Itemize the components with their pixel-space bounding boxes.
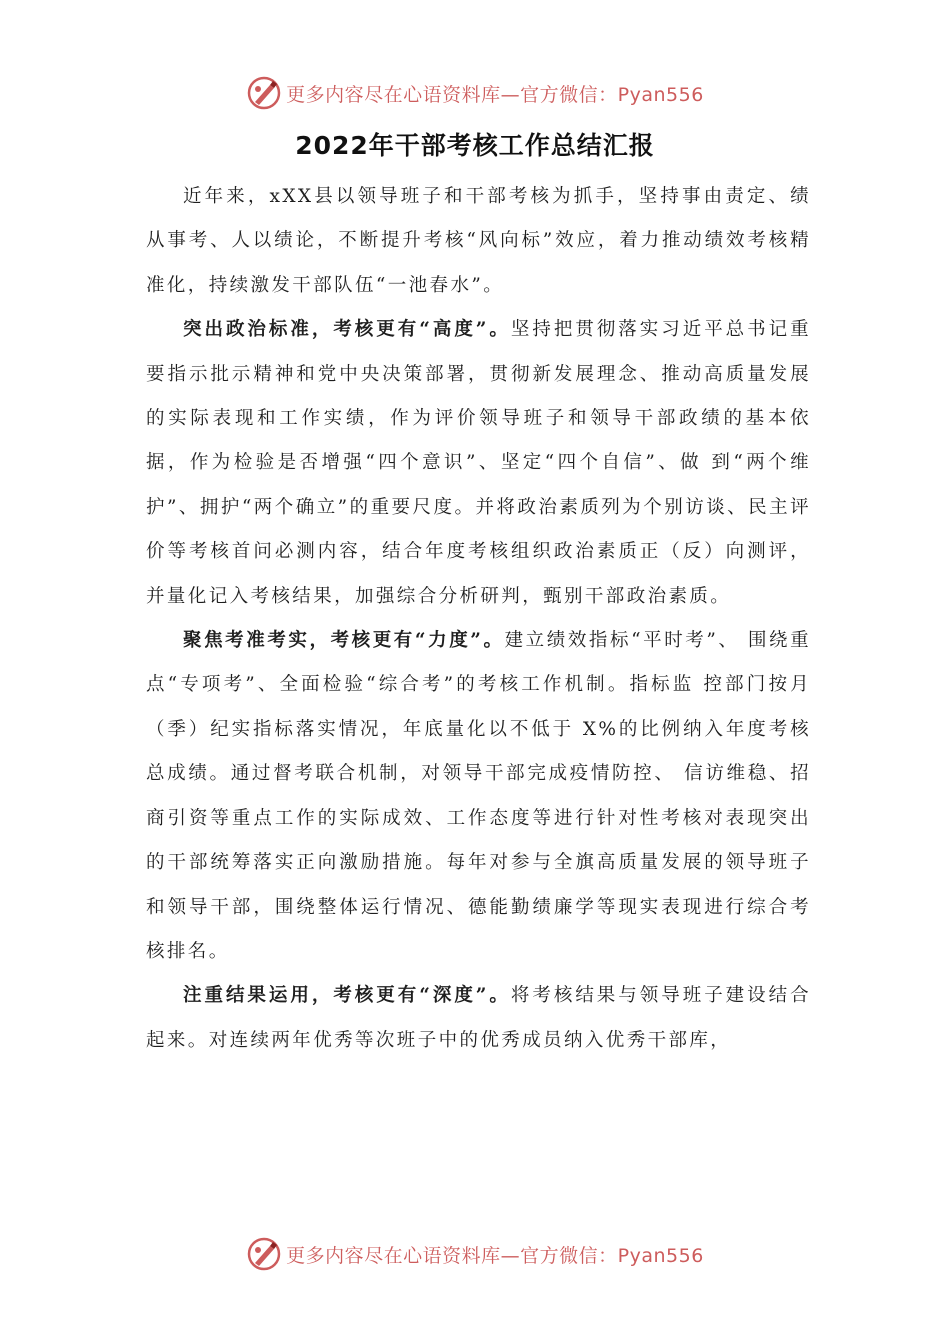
watermark-text: 更多内容尽在心语资料库—官方微信：Pyan556: [286, 83, 704, 106]
paragraph-text: 建立绩效指标“平时考”、 围绕重点“专项考”、全面检验“综合考”的考核工作机制。指标监 控部门按月（季）纪实指标落实情况，年底量化以不低于 X%的比例纳入年度考核总成绩。通过督考联合机制，对领导干部完成疫情防控、 信访维稳、招商引资等重点工作的实际成效、工作态度等进行针对性考核对表现突出的干部统筹落实正向激励措施。每年对参与全旗高质量发展的领导班子和领导干部，围绕整体运行情况、德能勤绩廉学等现实表现进行综合考核排名。: [146, 630, 812, 962]
paragraph-text: 近年来，xXX县以领导班子和干部考核为抓手，坚持事由责定、绩从事考、人以绩论，不断提升考核“风向标”效应，着力推动绩效考核精准化，持续激发干部队伍“一池春水”。: [146, 186, 811, 296]
paragraph-heading: 聚焦考准考实，考核更有“力度”。: [183, 630, 505, 652]
paragraph-accurate-assessment: [146, 619, 811, 974]
paragraph-heading: 注重结果运用，考核更有“深度”。: [183, 985, 511, 1007]
paragraph-political-standard: [146, 308, 811, 619]
paragraph-intro: [146, 175, 811, 308]
watermark-header: [0, 71, 950, 115]
paragraph-text: 坚持把贯彻落实习近平总书记重要指示批示精神和党中央决策部署，贯彻新发展理念、推动高质量发展的实际表现和工作实绩，作为评价领导班子和领导干部政绩的基本依据，作为检验是否增强“四个意识”、坚定“四个自信”、做 到“两个维护”、拥护“两个确立”的重要尺度。并将政治素质列为个别访谈、民主评价等考核首问必测内容，结合年度考核组织政治素质正（反）向测评，并量化记入考核结果，加强综合分析研判，甄别干部政治素质。: [146, 319, 811, 607]
watermark-text: 更多内容尽在心语资料库—官方微信：Pyan556: [286, 1244, 704, 1267]
document-title: 2022年干部考核工作总结汇报: [295, 131, 655, 160]
document-body: [146, 175, 811, 1063]
watermark-footer: [0, 1232, 950, 1276]
paragraph-heading: 突出政治标准，考核更有“高度”。: [183, 319, 511, 341]
pen-logo-icon: [246, 75, 282, 111]
pen-logo-icon: [246, 1236, 282, 1272]
paragraph-result-application: [146, 974, 811, 1063]
paragraph-text: 将考核结果与领导班子建设结合起来。对连续两年优秀等次班子中的优秀成员纳入优秀干部库，: [146, 985, 811, 1051]
